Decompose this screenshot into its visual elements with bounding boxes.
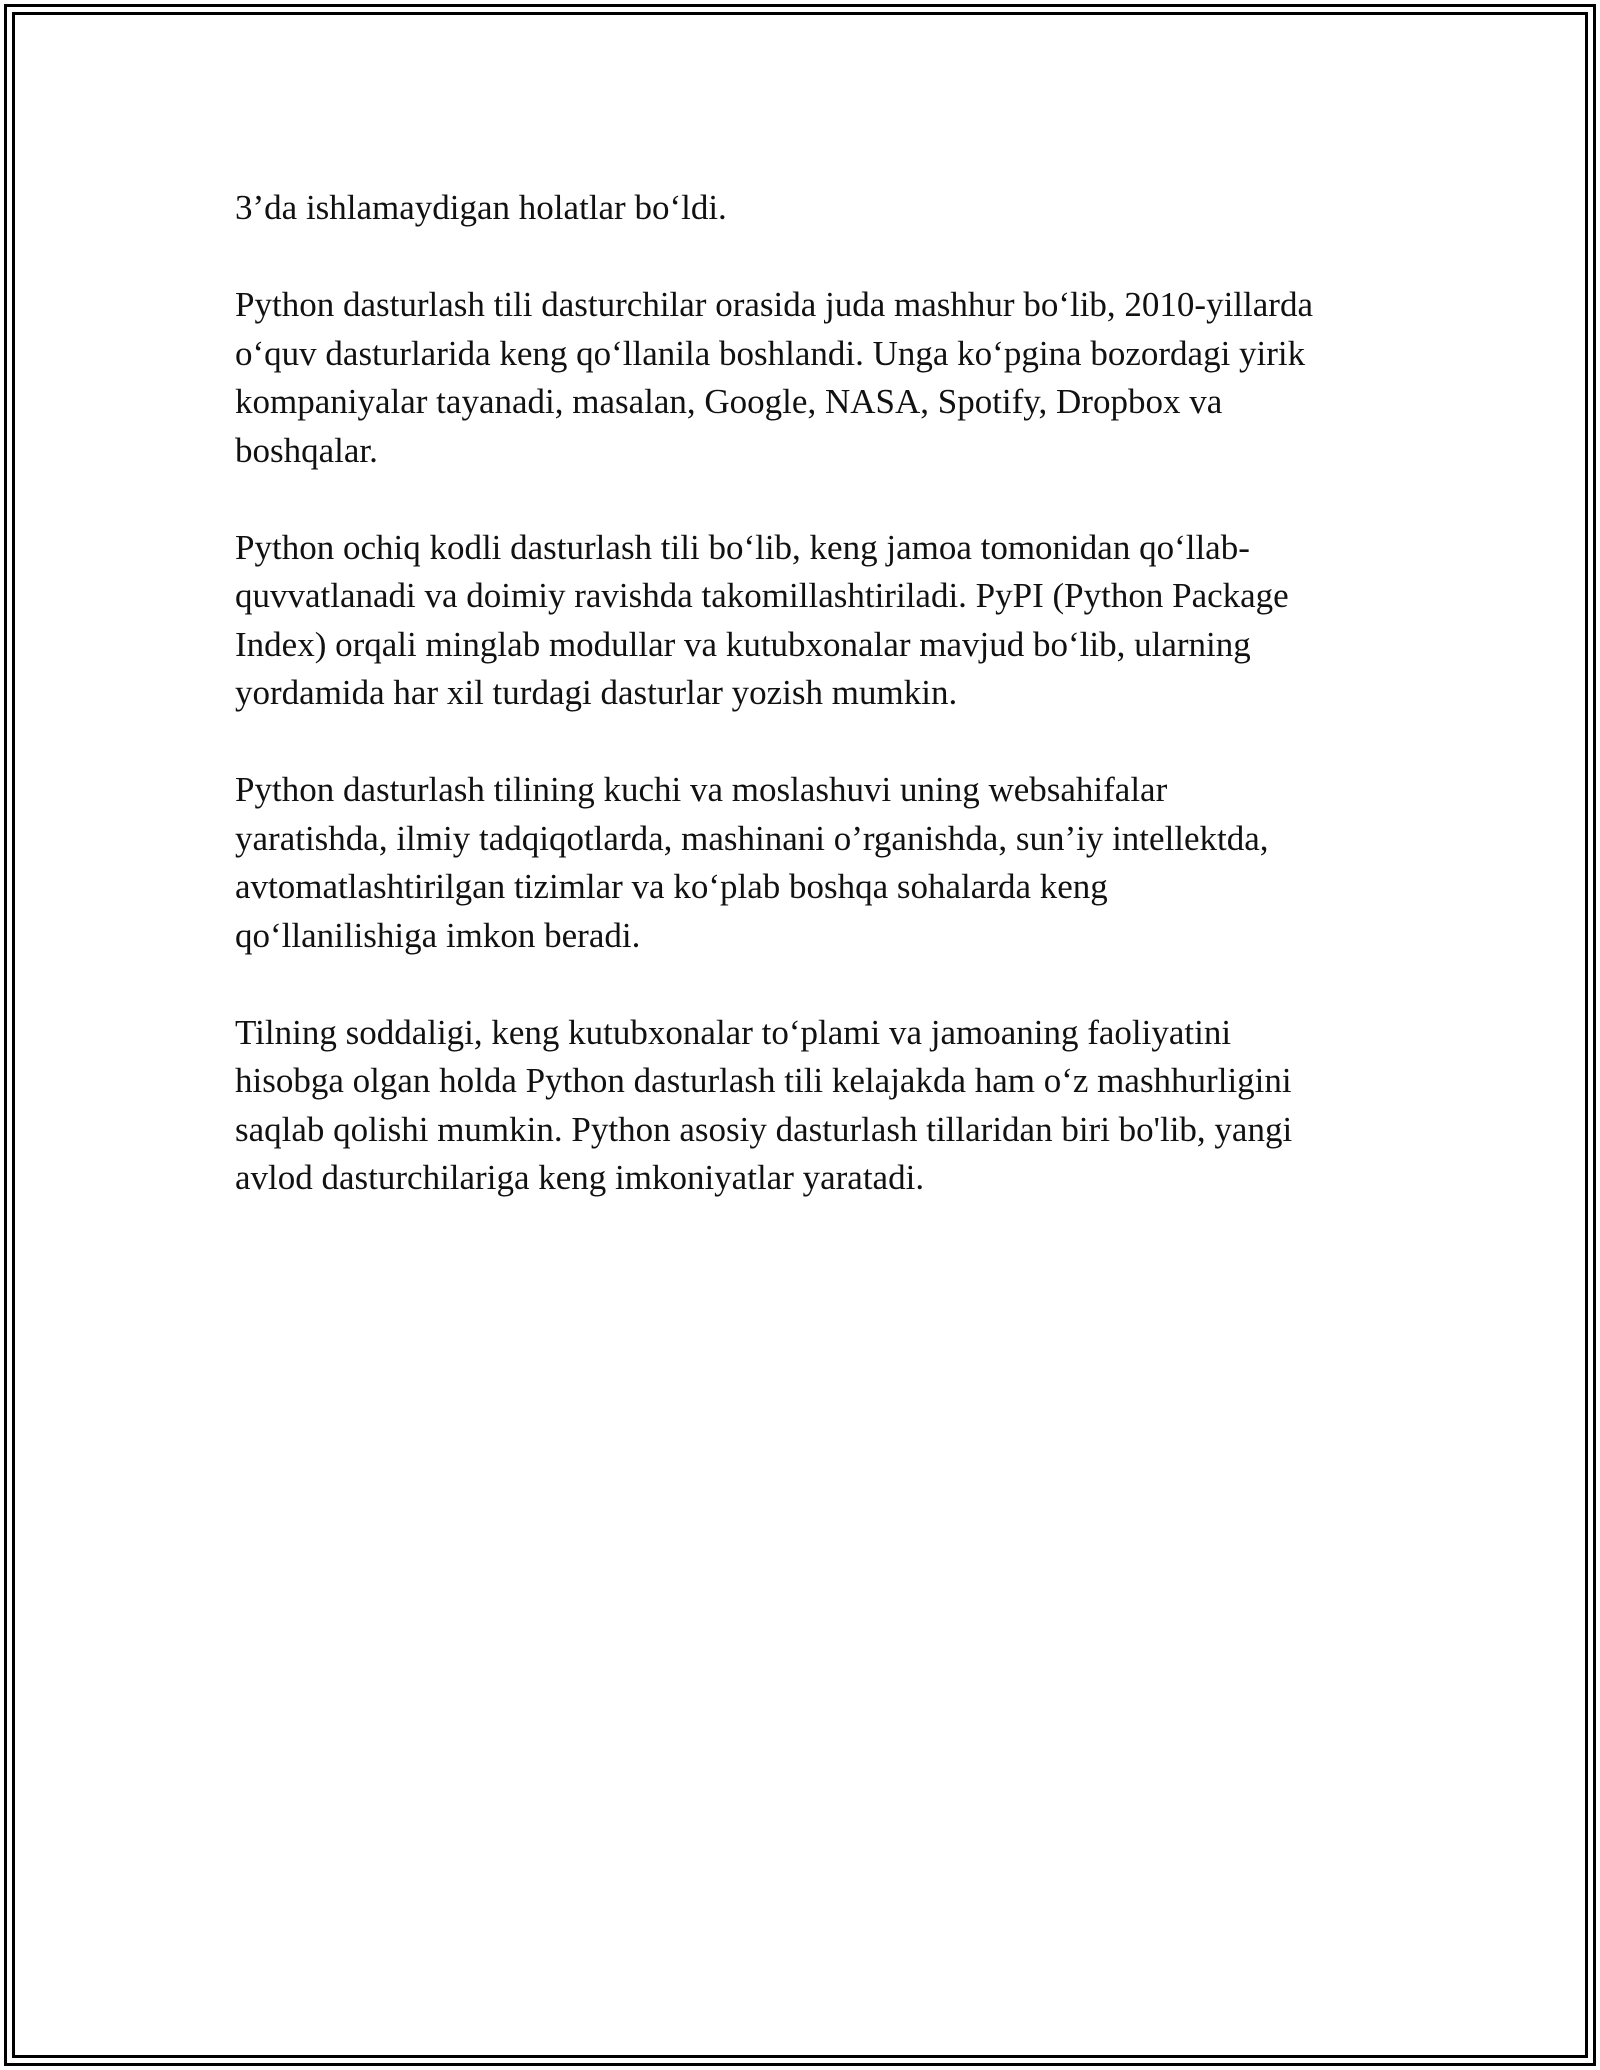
paragraph-future: Tilning soddaligi, keng kutubxonalar to‘plami va jamoaning faoliyatini hisobga olgan holda Python dasturlash tili kelajakda ham o‘z mashhurligini saqlab qolishi mumkin. Python asosiy dasturlash tillaridan biri bo'lib, yangi avlod dasturchilariga keng imkoniyatlar yaratadi.: [235, 1012, 1293, 1197]
paragraph-continuation: 3’da ishlamaydigan holatlar bo‘ldi.: [235, 188, 727, 227]
paragraph-popularity: Python dasturlash tili dasturchilar orasida juda mashhur bo‘lib, 2010-yillarda o‘quv dasturlarida keng qo‘llanila boshlandi. Unga ko‘pgina bozordagi yirik kompaniyalar tayanadi, masalan, Google, NASA, Spotify, Dropbox va boshqalar.: [235, 285, 1313, 470]
document-body: [235, 184, 1370, 1251]
paragraph-open-source: Python ochiq kodli dasturlash tili bo‘lib, keng jamoa tomonidan qo‘llab- quvvatlanadi va doimiy ravishda takomillashtiriladi. PyPI (Python Package Index) orqali minglab modullar va kutubxonalar mavjud bo‘lib, ularning yordamida har xil turdagi dasturlar yozish mumkin.: [235, 527, 1289, 712]
paragraph-applications: Python dasturlash tilining kuchi va moslashuvi uning websahifalar yaratishda, ilmiy tadqiqotlarda, mashinani o’rganishda, sun’iy intellektda, avtomatlashtirilgan tizimlar va ko‘plab boshqa sohalarda keng qo‘llanilishiga imkon beradi.: [235, 770, 1269, 955]
